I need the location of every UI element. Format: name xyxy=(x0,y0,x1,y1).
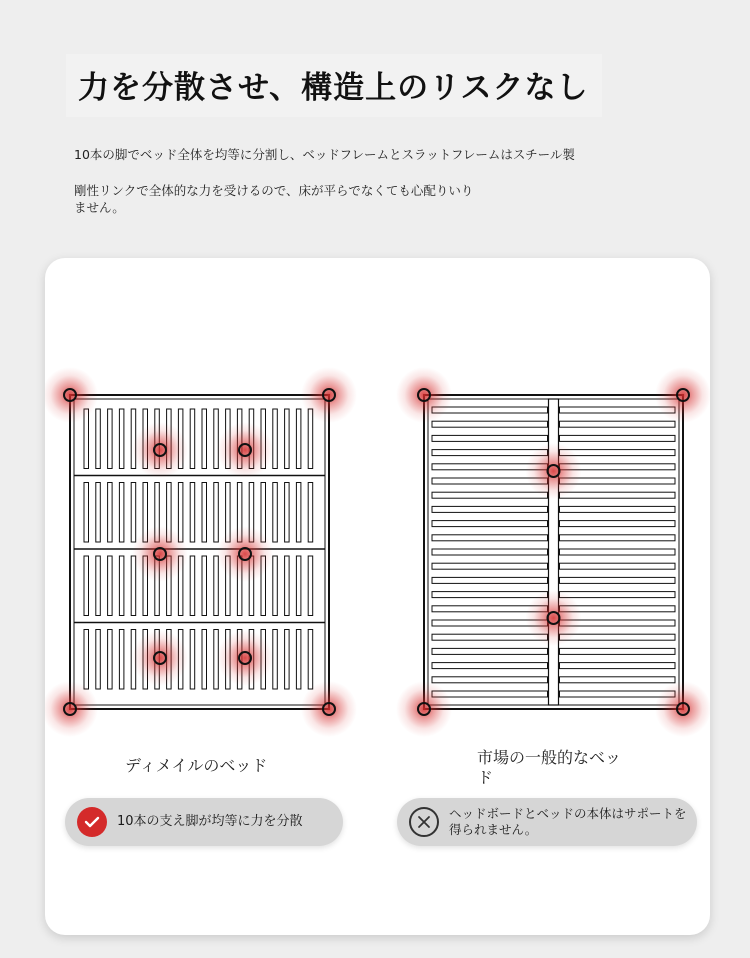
left-support-point-glow xyxy=(132,422,188,478)
left-bed-slat xyxy=(308,483,313,543)
right-bed-slat xyxy=(432,521,548,527)
left-bed-slat xyxy=(108,630,113,690)
right-bed-slat xyxy=(432,450,548,456)
left-bed-slat xyxy=(96,630,101,690)
left-bed-slat xyxy=(202,556,207,616)
right-bed-slat xyxy=(432,407,548,413)
right-support-point-glow xyxy=(655,681,710,737)
right-bed-slat xyxy=(432,492,548,498)
right-bed-slat xyxy=(560,691,676,697)
check-icon xyxy=(77,807,107,837)
left-benefit-badge xyxy=(65,798,343,846)
right-bed-slat xyxy=(432,549,548,555)
left-bed-slat xyxy=(108,483,113,543)
right-bed-slat xyxy=(560,648,676,654)
right-support-point-glow xyxy=(396,367,452,423)
left-bed-slat xyxy=(214,409,219,469)
left-bed-slat xyxy=(108,409,113,469)
left-bed-slat xyxy=(273,409,278,469)
description-line-1: 10本の脚でベッド全体を均等に分割し、ベッドフレームとスラットフレームはスチール製 xyxy=(74,147,575,162)
left-bed-slat xyxy=(285,483,290,543)
right-bed-slat xyxy=(432,648,548,654)
right-bed-slat xyxy=(560,634,676,640)
left-bed-slat xyxy=(96,409,101,469)
right-bed-slat xyxy=(560,506,676,512)
left-bed-slat xyxy=(108,556,113,616)
left-bed-slat xyxy=(296,483,301,543)
left-bed-slat xyxy=(84,630,89,690)
right-bed-label: 市場の一般的なベッド xyxy=(477,748,622,787)
right-support-point-glow xyxy=(396,681,452,737)
right-bed-slat xyxy=(560,535,676,541)
left-bed-slat xyxy=(296,556,301,616)
left-bed-slat xyxy=(131,483,136,543)
left-bed-slat xyxy=(214,556,219,616)
right-bed-slat xyxy=(560,663,676,669)
right-bed-slat xyxy=(432,577,548,583)
left-bed-slat xyxy=(285,409,290,469)
left-bed-slat xyxy=(178,483,183,543)
right-bed-slat xyxy=(560,435,676,441)
left-bed-slat xyxy=(202,630,207,690)
right-bed-slat xyxy=(432,435,548,441)
right-bed-slat xyxy=(432,506,548,512)
left-bed-slat xyxy=(119,556,124,616)
right-support-point-glow xyxy=(526,443,582,499)
left-bed-slat xyxy=(296,409,301,469)
left-bed-slat xyxy=(96,483,101,543)
left-bed-slat xyxy=(119,630,124,690)
right-bed-slat xyxy=(560,407,676,413)
left-support-point-glow xyxy=(132,630,188,686)
left-bed-slat xyxy=(273,483,278,543)
page-title: 力を分散させ、構造上のリスクなし xyxy=(66,54,602,117)
right-bed-slat xyxy=(560,421,676,427)
right-bed-slat xyxy=(432,421,548,427)
left-bed-slat xyxy=(202,409,207,469)
right-bed-slat xyxy=(432,663,548,669)
left-bed-slat xyxy=(84,556,89,616)
left-bed-slat xyxy=(96,556,101,616)
left-support-point-glow xyxy=(217,630,273,686)
left-bed-slat xyxy=(285,630,290,690)
right-bed-slat xyxy=(432,563,548,569)
right-bed-slat xyxy=(560,577,676,583)
left-bed-slat xyxy=(84,483,89,543)
right-bed-slat xyxy=(432,691,548,697)
left-bed-slat xyxy=(273,556,278,616)
right-drawback-badge xyxy=(397,798,697,846)
left-bed-slat xyxy=(285,556,290,616)
left-bed-slat xyxy=(202,483,207,543)
left-bed-slat xyxy=(308,556,313,616)
description-line-2: 剛性リンクで全体的な力を受けるので、床が平らでなくても心配りいりません。 xyxy=(74,183,474,215)
left-bed-slat xyxy=(214,483,219,543)
left-support-point-glow xyxy=(301,367,357,423)
right-support-point-glow xyxy=(655,367,710,423)
right-support-point-glow xyxy=(526,590,582,646)
right-bed-slat xyxy=(560,592,676,598)
left-bed-slat xyxy=(308,630,313,690)
left-benefit-text: 10本の支え脚が均等に力を分散 xyxy=(117,814,303,829)
left-bed-slat xyxy=(190,630,195,690)
left-support-point-glow xyxy=(217,526,273,582)
left-bed-slat xyxy=(190,483,195,543)
right-bed-slat xyxy=(432,592,548,598)
left-bed-slat xyxy=(119,483,124,543)
right-bed-slat xyxy=(432,535,548,541)
right-drawback-text: ヘッドボードとベッドの本体はサポートを得られません。 xyxy=(449,806,687,837)
left-bed-slat xyxy=(190,556,195,616)
comparison-card xyxy=(45,258,710,935)
cross-icon xyxy=(409,807,439,837)
left-bed-slat xyxy=(296,630,301,690)
right-bed-slat xyxy=(432,634,548,640)
right-bed-slat xyxy=(560,677,676,683)
left-bed-slat xyxy=(273,630,278,690)
right-bed-slat xyxy=(560,549,676,555)
left-support-point-glow xyxy=(217,422,273,478)
left-support-point-glow xyxy=(301,681,357,737)
left-bed-slat xyxy=(308,409,313,469)
left-bed-slat xyxy=(119,409,124,469)
left-bed-label: ディメイルのベッド xyxy=(125,756,268,775)
left-bed-slat xyxy=(190,409,195,469)
right-bed-slat xyxy=(560,450,676,456)
left-support-point-glow xyxy=(132,526,188,582)
right-bed-slat xyxy=(432,677,548,683)
right-bed-slat xyxy=(560,492,676,498)
right-bed-slat xyxy=(560,521,676,527)
right-bed-slat xyxy=(560,563,676,569)
